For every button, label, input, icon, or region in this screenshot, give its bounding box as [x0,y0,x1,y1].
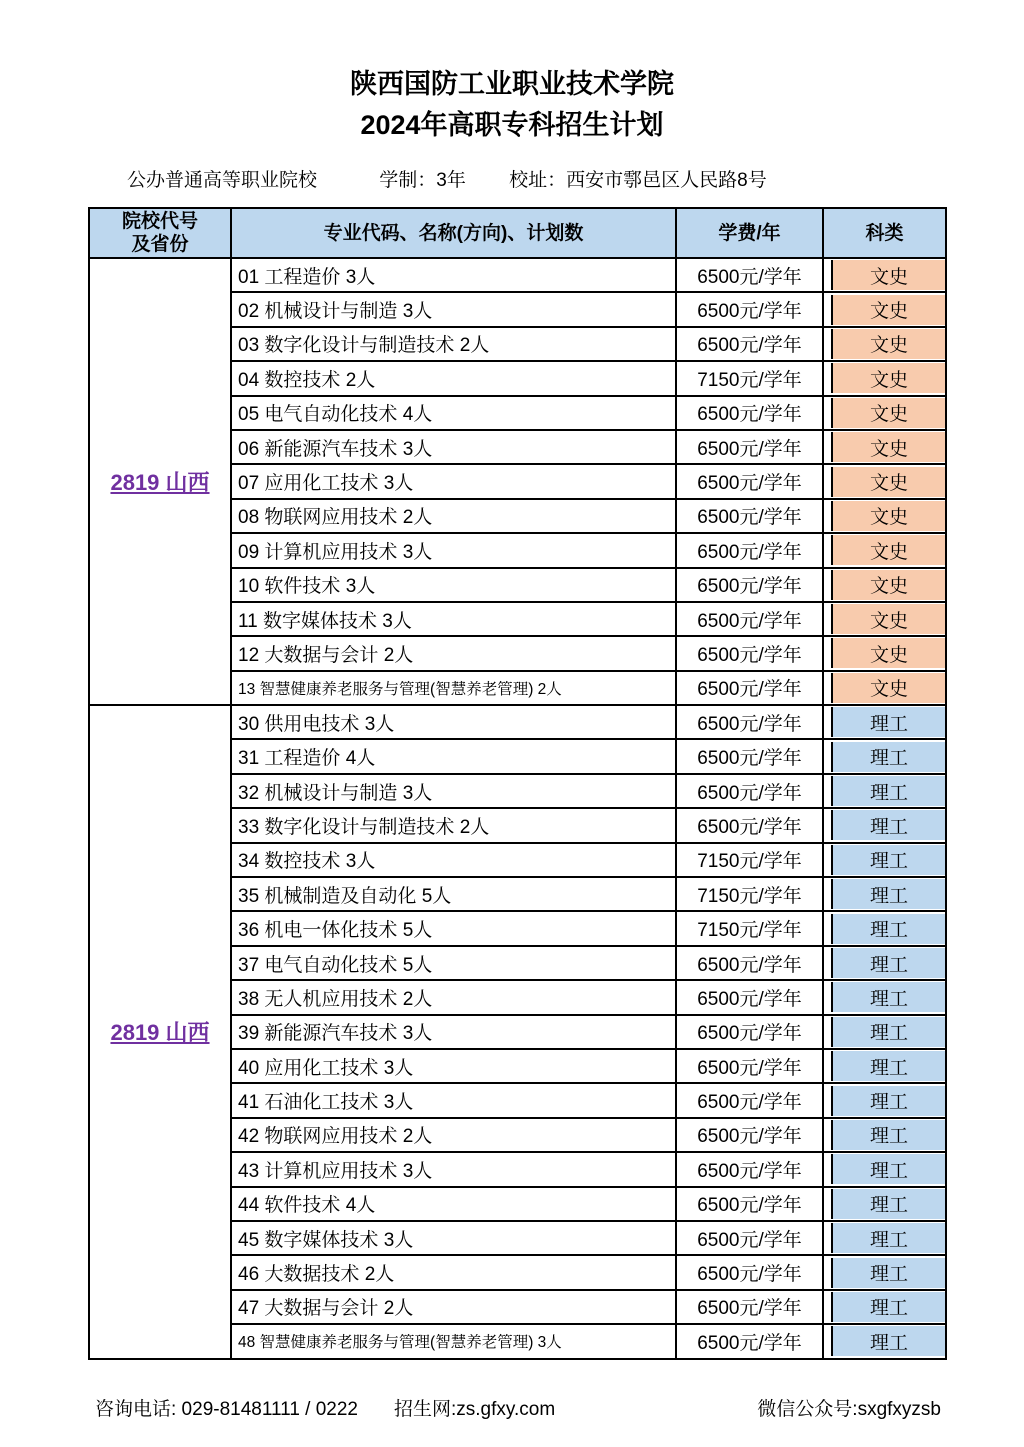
subject-category-badge: 文史 [831,329,945,359]
subject-category-cell [823,911,946,945]
major-code-name-plan-cell: 41 石油化工技术 3人 [231,1083,676,1117]
major-code-name-plan-cell: 40 应用化工技术 3人 [231,1049,676,1083]
tuition-fee-cell: 6500元/学年 [676,1152,823,1186]
subject-category-badge: 文史 [831,570,945,600]
subject-category-cell [823,499,946,533]
table-row [89,705,946,739]
tuition-fee-cell: 6500元/学年 [676,1255,823,1289]
page-title: 陕西国防工业职业技术学院 [350,69,674,99]
subject-category-badge: 文史 [831,260,945,290]
tuition-fee-cell: 6500元/学年 [676,946,823,980]
header-college-code-line1: 院校代号 [121,211,198,232]
major-code-name-plan-cell: 35 机械制造及自动化 5人 [231,877,676,911]
major-code-name-plan-cell: 47 大数据与会计 2人 [231,1290,676,1324]
college-code-cell [89,705,231,1358]
tuition-fee-cell: 6500元/学年 [676,396,823,430]
major-code-name-plan-cell: 11 数字媒体技术 3人 [231,602,676,636]
major-code-name-plan-cell: 39 新能源汽车技术 3人 [231,1015,676,1049]
subject-category-badge: 理工 [831,879,945,909]
wechat-account-label: 微信公众号:sxgfxyzsb [757,1399,941,1420]
tuition-fee-cell: 6500元/学年 [676,568,823,602]
subject-category-badge: 理工 [831,1258,945,1288]
subject-category-badge: 文史 [831,467,945,497]
subject-category-cell [823,671,946,705]
subject-category-cell [823,877,946,911]
tuition-fee-cell: 7150元/学年 [676,843,823,877]
subject-category-cell [823,602,946,636]
subject-category-cell [823,1187,946,1221]
tuition-fee-cell: 6500元/学年 [676,980,823,1014]
major-code-name-plan-cell: 31 工程造价 4人 [231,739,676,773]
major-code-name-plan-cell: 02 机械设计与制造 3人 [231,292,676,326]
subject-category-cell [823,739,946,773]
major-code-name-plan-cell: 33 数字化设计与制造技术 2人 [231,808,676,842]
tuition-fee-cell: 6500元/学年 [676,739,823,773]
subject-category-badge: 文史 [831,295,945,325]
college-code-cell [89,258,231,705]
header-college-code-line2: 及省份 [131,234,189,255]
major-code-name-plan-cell: 38 无人机应用技术 2人 [231,980,676,1014]
subject-category-cell [823,843,946,877]
subject-category-badge: 理工 [831,810,945,840]
header-major-info: 专业代码、名称(方向)、计划数 [231,208,676,258]
major-code-name-plan-cell: 13 智慧健康养老服务与管理(智慧养老管理) 2人 [231,671,676,705]
subject-category-cell [823,1049,946,1083]
tuition-fee-cell: 6500元/学年 [676,1221,823,1255]
major-code-name-plan-cell: 03 数字化设计与制造技术 2人 [231,327,676,361]
subject-category-cell [823,946,946,980]
subject-category-badge: 文史 [831,363,945,393]
tuition-fee-cell: 6500元/学年 [676,1083,823,1117]
tuition-fee-cell: 6500元/学年 [676,602,823,636]
consult-phone-label: 咨询电话: 029-81481111 / 0222 [95,1399,358,1420]
subject-category-badge: 文史 [831,638,945,668]
subject-category-badge: 理工 [831,1223,945,1253]
subject-category-badge: 文史 [831,535,945,565]
subject-category-badge: 文史 [831,432,945,462]
subject-category-badge: 理工 [831,914,945,944]
subject-category-badge: 理工 [831,1326,945,1356]
tuition-fee-cell: 6500元/学年 [676,636,823,670]
page-subtitle: 2024年高职专科招生计划 [360,110,664,140]
tuition-fee-cell: 6500元/学年 [676,774,823,808]
subject-category-badge: 理工 [831,1051,945,1081]
school-type-label: 公办普通高等职业院校 [127,170,318,191]
major-code-name-plan-cell: 37 电气自动化技术 5人 [231,946,676,980]
tuition-fee-cell: 6500元/学年 [676,1290,823,1324]
subject-category-cell [823,533,946,567]
subject-category-cell [823,636,946,670]
header-category: 科类 [823,208,946,258]
major-code-name-plan-cell: 43 计算机应用技术 3人 [231,1152,676,1186]
subject-category-cell [823,705,946,739]
subject-category-cell [823,464,946,498]
table-row [89,258,946,292]
major-code-name-plan-cell: 07 应用化工技术 3人 [231,464,676,498]
subject-category-badge: 理工 [831,1292,945,1322]
subject-category-badge: 文史 [831,398,945,428]
tuition-fee-cell: 6500元/学年 [676,1187,823,1221]
subject-category-badge: 理工 [831,1017,945,1047]
subject-category-cell [823,808,946,842]
subject-category-cell [823,568,946,602]
subject-category-cell [823,1152,946,1186]
subject-category-cell [823,774,946,808]
tuition-fee-cell: 6500元/学年 [676,258,823,292]
major-code-name-plan-cell: 44 软件技术 4人 [231,1187,676,1221]
subject-category-badge: 理工 [831,1086,945,1116]
tuition-fee-cell: 7150元/学年 [676,911,823,945]
tuition-fee-cell: 6500元/学年 [676,533,823,567]
tuition-fee-cell: 6500元/学年 [676,292,823,326]
subject-category-badge: 理工 [831,1154,945,1184]
subject-category-badge: 理工 [831,845,945,875]
subject-category-cell [823,292,946,326]
tuition-fee-cell: 7150元/学年 [676,361,823,395]
major-code-name-plan-cell: 34 数控技术 3人 [231,843,676,877]
tuition-fee-cell: 6500元/学年 [676,499,823,533]
subject-category-badge: 理工 [831,982,945,1012]
major-code-name-plan-cell: 48 智慧健康养老服务与管理(智慧养老管理) 3人 [231,1324,676,1358]
major-code-name-plan-cell: 04 数控技术 2人 [231,361,676,395]
tuition-fee-cell: 6500元/学年 [676,808,823,842]
enrollment-plan-table [88,207,947,1360]
major-code-name-plan-cell: 01 工程造价 3人 [231,258,676,292]
subject-category-badge: 文史 [831,501,945,531]
subject-category-badge: 理工 [831,948,945,978]
major-code-name-plan-cell: 42 物联网应用技术 2人 [231,1118,676,1152]
subject-category-cell [823,327,946,361]
subject-category-cell [823,396,946,430]
subject-category-cell [823,1255,946,1289]
admission-website-label: 招生网:zs.gfxy.com [394,1399,556,1420]
tuition-fee-cell: 6500元/学年 [676,705,823,739]
subject-category-cell [823,1290,946,1324]
subject-category-badge: 理工 [831,1189,945,1219]
subject-category-cell [823,361,946,395]
subject-category-badge: 理工 [831,1120,945,1150]
header-tuition: 学费/年 [676,208,823,258]
major-code-name-plan-cell: 09 计算机应用技术 3人 [231,533,676,567]
major-code-name-plan-cell: 32 机械设计与制造 3人 [231,774,676,808]
subject-category-cell [823,258,946,292]
campus-address-label: 校址：西安市鄠邑区人民路8号 [509,170,767,191]
subject-category-cell [823,1118,946,1152]
major-code-name-plan-cell: 08 物联网应用技术 2人 [231,499,676,533]
major-code-name-plan-cell: 10 软件技术 3人 [231,568,676,602]
major-code-name-plan-cell: 05 电气自动化技术 4人 [231,396,676,430]
school-info-line [127,168,1024,194]
major-code-name-plan-cell: 06 新能源汽车技术 3人 [231,430,676,464]
subject-category-cell [823,1015,946,1049]
tuition-fee-cell: 6500元/学年 [676,1324,823,1358]
subject-category-cell [823,1083,946,1117]
tuition-fee-cell: 6500元/学年 [676,464,823,498]
title-block [0,0,1024,146]
schooling-duration-label: 学制：3年 [379,170,466,191]
tuition-fee-cell: 6500元/学年 [676,430,823,464]
subject-category-badge: 理工 [831,707,945,737]
subject-category-badge: 文史 [831,673,945,703]
tuition-fee-cell: 7150元/学年 [676,877,823,911]
subject-category-cell [823,980,946,1014]
major-code-name-plan-cell: 12 大数据与会计 2人 [231,636,676,670]
college-code-province-label: 2819 山西 [110,470,210,496]
subject-category-badge: 理工 [831,776,945,806]
subject-category-cell [823,1221,946,1255]
subject-category-badge: 理工 [831,742,945,772]
major-code-name-plan-cell: 46 大数据技术 2人 [231,1255,676,1289]
tuition-fee-cell: 6500元/学年 [676,327,823,361]
tuition-fee-cell: 6500元/学年 [676,1015,823,1049]
subject-category-badge: 文史 [831,604,945,634]
college-code-province-label: 2819 山西 [110,1020,210,1046]
contact-footer [95,1394,941,1421]
tuition-fee-cell: 6500元/学年 [676,1118,823,1152]
major-code-name-plan-cell: 30 供用电技术 3人 [231,705,676,739]
table-header-row [89,208,946,258]
tuition-fee-cell: 6500元/学年 [676,671,823,705]
header-college-code [89,208,231,258]
major-code-name-plan-cell: 45 数字媒体技术 3人 [231,1221,676,1255]
tuition-fee-cell: 6500元/学年 [676,1049,823,1083]
subject-category-cell [823,430,946,464]
major-code-name-plan-cell: 36 机电一体化技术 5人 [231,911,676,945]
subject-category-cell [823,1324,946,1358]
